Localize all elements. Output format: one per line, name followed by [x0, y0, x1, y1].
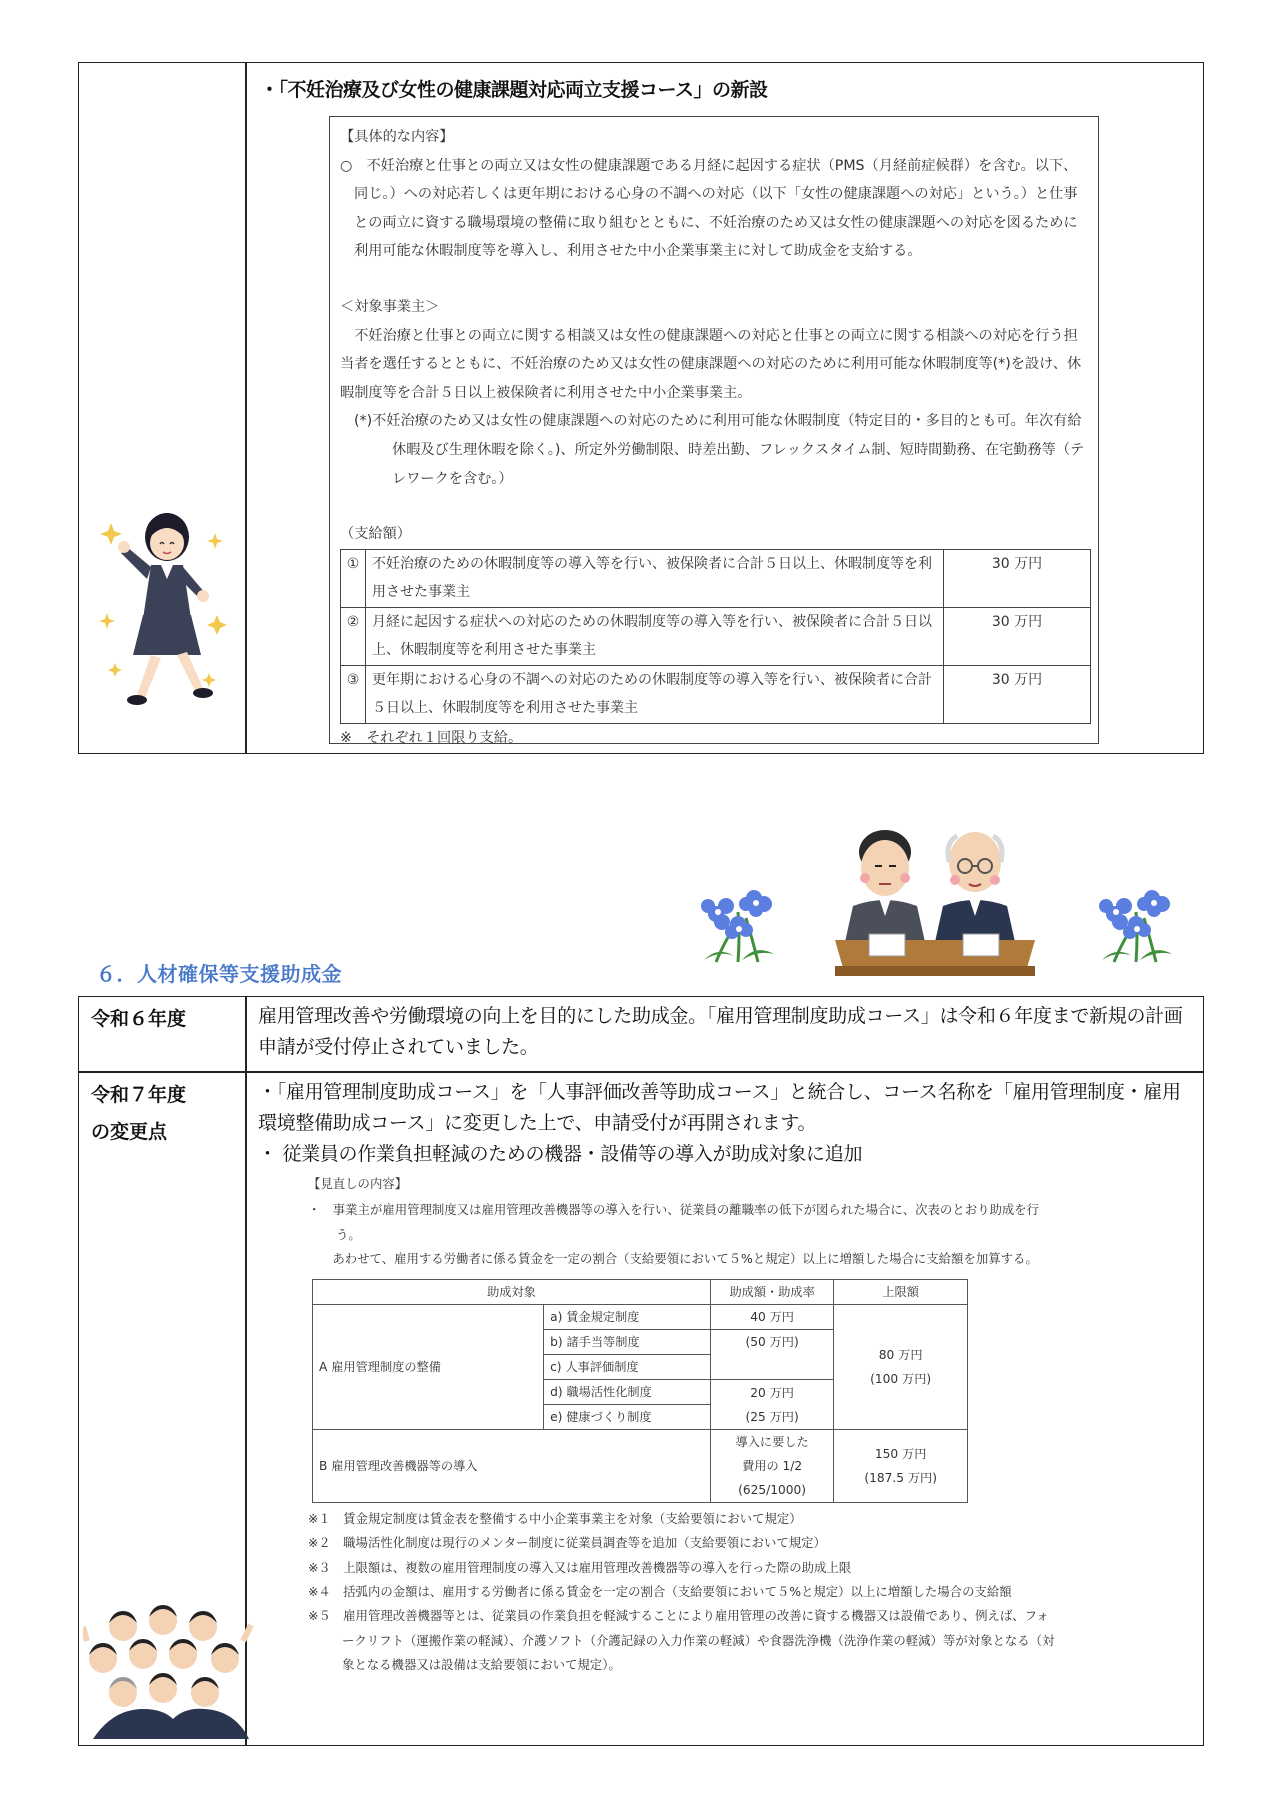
header-limit: 上限額	[834, 1280, 968, 1305]
table-row	[341, 549, 1091, 607]
table-row	[341, 607, 1091, 665]
limit-a	[834, 1305, 968, 1430]
payment-table	[340, 549, 1091, 724]
row-label-r7	[91, 1077, 186, 1151]
item-c: c) 人事評価制度	[544, 1355, 711, 1380]
detail-paragraph: ○ 不妊治療と仕事との両立又は女性の健康課題である月経に起因する症状（PMS（月経前症候群）を含む。以下、同じ。）への対応若しくは更年期における心身の不調への対応（以下「女性の健康課題への対応」という。）と仕事との両立に資する職場環境の整備に取り組むとともに、不妊治療のため又は女性の健康課題への対応を図るために利用可能な休暇制度等を導入し、利用させた中小企業事業主に対して助成金を支給する。	[340, 157, 1078, 260]
section-title: ６．人材確保等支援助成金	[96, 962, 342, 986]
review-note: ※３ 上限額は、複数の雇用管理制度の導入又は雇用管理改善機器等の導入を行った際の助成上限	[308, 1559, 852, 1575]
review-note: ※５ 雇用管理改善機器等とは、従業員の作業負担を軽減することにより雇用管理の改善に資する機器又は設備であり、例えば、フォークリフト（運搬作業の軽減）、介護ソフト（介護記録の入力作業の軽減）や食器洗浄機（洗浄作業の軽減）等が対象となる（対象となる機器又は設備は支給要領において規定）。	[308, 1608, 1055, 1672]
limit-a-value: 80 万円	[878, 1348, 923, 1363]
detail-title: 【具体的な内容】	[340, 129, 454, 145]
table-header-row	[313, 1280, 968, 1305]
row-description: 更年期における心身の不調への対応のための休暇制度等の導入等を行い、被保険者に合計５日以上、休暇制度等を利用させた事業主	[366, 665, 944, 723]
row-text-r7	[258, 1077, 1188, 1170]
amount-de	[710, 1380, 833, 1430]
subsidy-rate-table	[312, 1279, 968, 1503]
row-amount: 30 万円	[944, 665, 1091, 723]
row-number: ②	[341, 607, 366, 665]
review-content	[308, 1172, 1058, 1677]
limit-a-plus: (100 万円)	[870, 1372, 932, 1387]
column-divider	[245, 63, 247, 753]
bullet-item: ・「雇用管理制度助成コース」を「人事評価改善等助成コース」と統合し、コース名称を「雇用管理制度・雇用環境整備助成コース」に変更した上で、申請受付が再開されます。	[258, 1081, 1181, 1134]
business-group-illustration	[83, 1601, 255, 1739]
target-note: (*)不妊治療のため又は女性の健康課題への対応のために利用可能な休暇制度（特定目的・多目的とも可。年次有給休暇及び生理休暇を除く。)、所定外労働制限、時差出勤、フレックスタイム制、短時間勤務、在宅勤務等（テレワークを含む。）	[354, 413, 1085, 487]
rate-b-line: 費用の 1/2	[742, 1459, 803, 1474]
amount-de-value: 20 万円	[750, 1385, 794, 1400]
review-paragraph: ・ 事業主が雇用管理制度又は雇用管理改善機器等の導入を行い、従業員の離職率の低下が図られた場合に、次表のとおり助成を行う。	[308, 1202, 1040, 1242]
row-amount: 30 万円	[944, 607, 1091, 665]
flower-illustration	[1094, 884, 1178, 964]
row-number: ③	[341, 665, 366, 723]
item-b: b) 諸手当等制度	[544, 1330, 711, 1355]
limit-b	[834, 1430, 968, 1503]
review-title: 【見直しの内容】	[308, 1176, 408, 1191]
amount-de-plus: (25 万円)	[745, 1409, 799, 1424]
item-e: e) 健康づくり制度	[544, 1405, 711, 1430]
target-title: ＜対象事業主＞	[340, 298, 440, 315]
row-label-line: の変更点	[91, 1121, 168, 1143]
target-text: 不妊治療と仕事との両立に関する相談又は女性の健康課題への対応と仕事との両立に関する相談への対応を行う担当者を選任するとともに、不妊治療のため又は女性の健康課題への対応のために利用可能な休暇制度等(*)を設け、休暇制度等を合計５日以上被保険者に利用させた中小企業事業主。	[340, 327, 1082, 401]
group-a: A 雇用管理制度の整備	[313, 1305, 544, 1430]
detail-content-box	[329, 116, 1099, 744]
review-note: ※２ 職場活性化制度は現行のメンター制度に従業員調査等を追加（支給要領において規定）	[308, 1535, 826, 1551]
rate-b-line: 導入に要した	[735, 1435, 809, 1450]
rate-b-line: (625/1000)	[738, 1483, 807, 1498]
course-heading: ・「不妊治療及び女性の健康課題対応両立支援コース」の新設	[260, 79, 768, 101]
row-label-r6: 令和６年度	[91, 1008, 187, 1030]
row-description: 不妊治療のための休暇制度等の導入等を行い、被保険者に合計５日以上、休暇制度等を利用させた事業主	[366, 549, 944, 607]
header-rate: 助成額・助成率	[710, 1280, 833, 1305]
limit-b-plus: (187.5 万円)	[864, 1471, 937, 1486]
table-row	[313, 1305, 968, 1330]
row-amount: 30 万円	[944, 549, 1091, 607]
review-paragraph: あわせて、雇用する労働者に係る賃金を一定の割合（支給要領において５%と規定）以上に増額した場合に支給額を加算する。	[320, 1250, 1038, 1266]
rate-b	[710, 1430, 833, 1503]
table-row	[313, 1430, 968, 1503]
row-description: 月経に起因する症状への対応のための休暇制度等の導入等を行い、被保険者に合計５日以上、休暇制度等を利用させた事業主	[366, 607, 944, 665]
header-target: 助成対象	[313, 1280, 711, 1305]
amount-abc: 40 万円	[710, 1305, 833, 1330]
row-text-r6: 雇用管理改善や労働環境の向上を目的にした助成金。「雇用管理制度助成コース」は令和６年度まで新規の計画申請が受付停止されていました。	[258, 1005, 1183, 1058]
amount-abc-plus: (50 万円)	[710, 1330, 833, 1380]
pay-note: ※ それぞれ１回限り支給。	[340, 729, 523, 746]
review-note: ※４ 括弧内の金額は、雇用する労働者に係る賃金を一定の割合（支給要領において５%と規定）以上に増額した場合の支給額	[308, 1584, 1012, 1600]
limit-b-value: 150 万円	[874, 1447, 927, 1462]
row-label-line: 令和７年度	[91, 1084, 187, 1106]
item-a: a) 賃金規定制度	[544, 1305, 711, 1330]
flower-illustration	[696, 884, 780, 964]
elderly-men-illustration	[835, 822, 1035, 978]
businesswoman-illustration	[97, 503, 233, 751]
item-d: d) 職場活性化制度	[544, 1380, 711, 1405]
row-divider	[79, 1071, 1203, 1073]
table-row	[341, 665, 1091, 723]
pay-title: （支給額）	[340, 526, 411, 543]
review-note: ※１ 賃金規定制度は賃金表を整備する中小企業事業主を対象（支給要領において規定）	[308, 1511, 802, 1527]
group-b: B 雇用管理改善機器等の導入	[313, 1430, 711, 1503]
row-number: ①	[341, 549, 366, 607]
bullet-item: ・ 従業員の作業負担軽減のための機器・設備等の導入が助成対象に追加	[258, 1143, 863, 1165]
